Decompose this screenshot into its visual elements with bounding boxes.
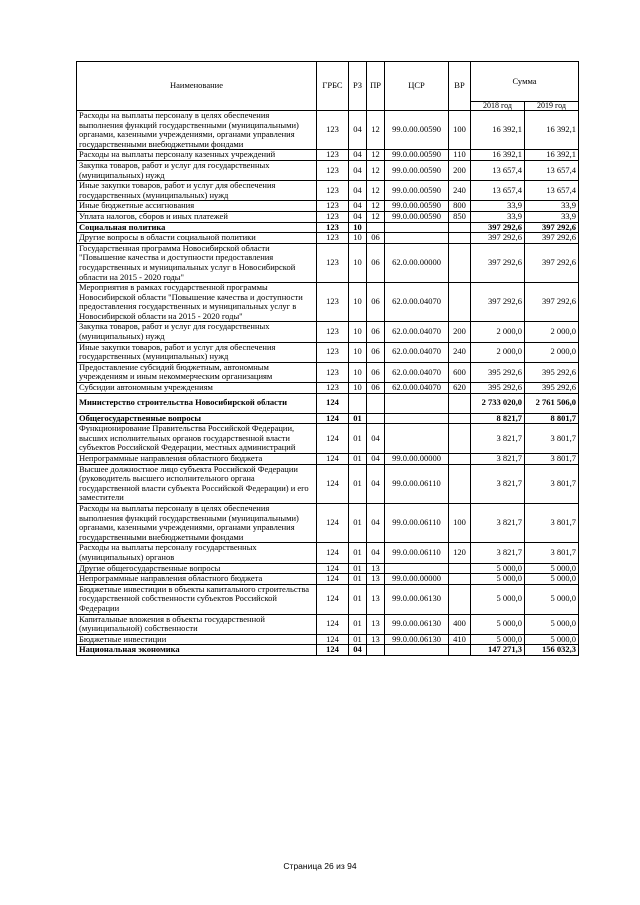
table-row [77, 503, 579, 542]
row-sum-2018: 5 000,0 [471, 584, 525, 614]
table-row [77, 111, 579, 150]
row-sum-2019: 3 801,7 [525, 543, 579, 563]
row-vr: 240 [449, 342, 471, 362]
row-grbs: 124 [317, 645, 349, 656]
row-name: Непрограммные направления областного бюджета [77, 574, 317, 585]
row-csr [385, 393, 449, 413]
row-csr: 99.0.00.00590 [385, 181, 449, 201]
row-sum-2018: 33,9 [471, 201, 525, 212]
row-rz: 01 [349, 634, 367, 645]
row-sum-2019: 16 392,1 [525, 150, 579, 161]
table-row [77, 233, 579, 244]
row-grbs: 124 [317, 464, 349, 503]
row-rz: 01 [349, 614, 367, 634]
row-name: Функционирование Правительства Российской Федерации, высших исполнительных органов государственной власти субъектов Российской Федерации, местных администраций [77, 424, 317, 454]
row-sum-2019: 397 292,6 [525, 222, 579, 233]
row-name: Иные закупки товаров, работ и услуг для обеспечения государственных (муниципальных) нужд [77, 181, 317, 201]
row-vr: 850 [449, 211, 471, 222]
row-sum-2019: 2 000,0 [525, 342, 579, 362]
row-pr: 04 [367, 464, 385, 503]
row-pr: 13 [367, 574, 385, 585]
row-pr: 13 [367, 634, 385, 645]
row-vr [449, 563, 471, 574]
row-name: Предоставление субсидий бюджетным, автономным учреждениям и иным некоммерческим организациям [77, 362, 317, 382]
row-sum-2018: 397 292,6 [471, 233, 525, 244]
table-row [77, 150, 579, 161]
row-grbs: 123 [317, 283, 349, 322]
row-grbs: 124 [317, 584, 349, 614]
row-grbs: 123 [317, 233, 349, 244]
table-row [77, 283, 579, 322]
row-sum-2018: 3 821,7 [471, 503, 525, 542]
table-row [77, 614, 579, 634]
row-grbs: 124 [317, 503, 349, 542]
row-rz: 04 [349, 181, 367, 201]
row-vr: 240 [449, 181, 471, 201]
header-sum: Сумма [471, 62, 579, 102]
row-sum-2018: 2 000,0 [471, 342, 525, 362]
row-csr: 99.0.00.06110 [385, 464, 449, 503]
row-sum-2018: 397 292,6 [471, 222, 525, 233]
row-name: Высшее должностное лицо субъекта Российской Федерации (руководитель высшего исполнительного органа государственной власти субъекта Российской Федерации) и его заместители [77, 464, 317, 503]
row-sum-2018: 5 000,0 [471, 634, 525, 645]
row-sum-2019: 13 657,4 [525, 160, 579, 180]
row-rz: 10 [349, 322, 367, 342]
row-name: Общегосударственные вопросы [77, 413, 317, 424]
row-vr: 200 [449, 160, 471, 180]
row-rz: 01 [349, 464, 367, 503]
header-year-2018: 2018 год [471, 102, 525, 111]
row-csr: 99.0.00.00590 [385, 160, 449, 180]
row-vr: 110 [449, 150, 471, 161]
row-sum-2019: 5 000,0 [525, 574, 579, 585]
row-grbs: 123 [317, 211, 349, 222]
row-sum-2018: 5 000,0 [471, 574, 525, 585]
row-sum-2019: 33,9 [525, 201, 579, 212]
table-row [77, 634, 579, 645]
row-pr [367, 393, 385, 413]
row-sum-2019: 8 801,7 [525, 413, 579, 424]
row-csr: 62.0.00.00000 [385, 243, 449, 282]
row-pr [367, 645, 385, 656]
row-csr: 62.0.00.04070 [385, 322, 449, 342]
row-csr: 99.0.00.06130 [385, 614, 449, 634]
row-name: Капитальные вложения в объекты государственной (муниципальной) собственности [77, 614, 317, 634]
row-grbs: 123 [317, 383, 349, 394]
row-name: Непрограммные направления областного бюджета [77, 454, 317, 465]
row-grbs: 124 [317, 563, 349, 574]
row-sum-2018: 3 821,7 [471, 454, 525, 465]
row-vr: 200 [449, 322, 471, 342]
row-vr [449, 645, 471, 656]
row-pr: 04 [367, 543, 385, 563]
row-name: Иные закупки товаров, работ и услуг для обеспечения государственных (муниципальных) нужд [77, 342, 317, 362]
row-vr: 100 [449, 503, 471, 542]
row-sum-2019: 395 292,6 [525, 383, 579, 394]
row-csr: 99.0.00.06110 [385, 503, 449, 542]
row-rz: 01 [349, 454, 367, 465]
table-row [77, 413, 579, 424]
row-sum-2019: 397 292,6 [525, 283, 579, 322]
row-rz: 04 [349, 211, 367, 222]
table-row [77, 543, 579, 563]
row-csr: 99.0.00.00000 [385, 574, 449, 585]
row-rz: 01 [349, 424, 367, 454]
table-row [77, 243, 579, 282]
row-csr [385, 233, 449, 244]
row-csr: 99.0.00.06130 [385, 584, 449, 614]
row-name: Другие общегосударственные вопросы [77, 563, 317, 574]
row-pr: 13 [367, 614, 385, 634]
row-csr: 99.0.00.06130 [385, 634, 449, 645]
row-vr: 620 [449, 383, 471, 394]
row-grbs: 123 [317, 322, 349, 342]
row-pr: 04 [367, 503, 385, 542]
row-pr: 12 [367, 150, 385, 161]
row-rz: 10 [349, 222, 367, 233]
row-sum-2019: 2 761 506,0 [525, 393, 579, 413]
row-vr [449, 424, 471, 454]
row-sum-2018: 397 292,6 [471, 283, 525, 322]
row-sum-2018: 2 733 020,0 [471, 393, 525, 413]
row-name: Закупка товаров, работ и услуг для государственных (муниципальных) нужд [77, 322, 317, 342]
row-pr [367, 222, 385, 233]
row-sum-2019: 3 801,7 [525, 454, 579, 465]
row-rz: 01 [349, 543, 367, 563]
row-csr [385, 424, 449, 454]
row-name: Министерство строительства Новосибирской области [77, 393, 317, 413]
row-sum-2019: 156 032,3 [525, 645, 579, 656]
row-sum-2018: 2 000,0 [471, 322, 525, 342]
row-grbs: 123 [317, 160, 349, 180]
header-grbs: ГРБС [317, 62, 349, 111]
row-pr: 06 [367, 233, 385, 244]
row-rz: 10 [349, 362, 367, 382]
row-name: Уплата налогов, сборов и иных платежей [77, 211, 317, 222]
row-rz: 10 [349, 283, 367, 322]
row-rz: 04 [349, 645, 367, 656]
table-row [77, 362, 579, 382]
table-row [77, 222, 579, 233]
table-row [77, 393, 579, 413]
row-sum-2019: 2 000,0 [525, 322, 579, 342]
row-sum-2018: 5 000,0 [471, 614, 525, 634]
header-vr: ВР [449, 62, 471, 111]
row-grbs: 124 [317, 574, 349, 585]
row-vr [449, 393, 471, 413]
row-vr [449, 413, 471, 424]
row-rz: 01 [349, 503, 367, 542]
row-name: Другие вопросы в области социальной политики [77, 233, 317, 244]
table-row [77, 383, 579, 394]
row-vr [449, 233, 471, 244]
row-csr: 62.0.00.04070 [385, 362, 449, 382]
table-row [77, 181, 579, 201]
row-grbs: 123 [317, 150, 349, 161]
row-name: Расходы на выплаты персоналу в целях обеспечения выполнения функций государственными (муниципальными) органами, казенными учреждениями, органами управления государственными внебюджетными фондами [77, 503, 317, 542]
row-pr: 06 [367, 342, 385, 362]
row-sum-2019: 13 657,4 [525, 181, 579, 201]
row-vr [449, 574, 471, 585]
header-csr: ЦСР [385, 62, 449, 111]
row-rz: 04 [349, 201, 367, 212]
row-sum-2019: 3 801,7 [525, 503, 579, 542]
row-sum-2019: 5 000,0 [525, 563, 579, 574]
row-rz: 04 [349, 111, 367, 150]
row-csr: 99.0.00.00590 [385, 201, 449, 212]
row-vr: 400 [449, 614, 471, 634]
row-pr: 12 [367, 211, 385, 222]
row-rz: 01 [349, 563, 367, 574]
row-vr [449, 584, 471, 614]
row-grbs: 124 [317, 454, 349, 465]
row-rz: 01 [349, 413, 367, 424]
row-vr [449, 283, 471, 322]
row-pr [367, 413, 385, 424]
table-row [77, 160, 579, 180]
row-rz: 10 [349, 233, 367, 244]
row-sum-2019: 16 392,1 [525, 111, 579, 150]
table-row [77, 342, 579, 362]
row-vr: 100 [449, 111, 471, 150]
row-sum-2019: 395 292,6 [525, 362, 579, 382]
row-sum-2018: 3 821,7 [471, 543, 525, 563]
table-body [77, 111, 579, 656]
row-name: Расходы на выплаты персоналу в целях обеспечения выполнения функций государственными (муниципальными) органами, казенными учреждениями, органами управления государственными внебюджетными фондами [77, 111, 317, 150]
row-sum-2019: 397 292,6 [525, 243, 579, 282]
row-pr: 12 [367, 201, 385, 212]
header-name: Наименование [77, 62, 317, 111]
table-row [77, 584, 579, 614]
row-sum-2018: 395 292,6 [471, 383, 525, 394]
row-name: Бюджетные инвестиции в объекты капитального строительства государственной собственности субъектов Российской Федерации [77, 584, 317, 614]
row-rz: 10 [349, 342, 367, 362]
row-pr: 06 [367, 383, 385, 394]
row-vr [449, 454, 471, 465]
row-grbs: 123 [317, 181, 349, 201]
row-rz: 01 [349, 584, 367, 614]
row-csr: 99.0.00.00590 [385, 211, 449, 222]
row-sum-2018: 147 271,3 [471, 645, 525, 656]
row-vr: 410 [449, 634, 471, 645]
row-rz: 10 [349, 383, 367, 394]
row-vr: 120 [449, 543, 471, 563]
row-vr: 600 [449, 362, 471, 382]
row-pr: 13 [367, 563, 385, 574]
row-grbs: 123 [317, 222, 349, 233]
row-sum-2018: 8 821,7 [471, 413, 525, 424]
row-pr: 12 [367, 160, 385, 180]
row-sum-2019: 3 801,7 [525, 424, 579, 454]
row-name: Государственная программа Новосибирской области "Повышение качества и доступности предоставления государственных и муниципальных услуг в Новосибирской области на 2015 - 2020 годы" [77, 243, 317, 282]
row-name: Бюджетные инвестиции [77, 634, 317, 645]
table-row [77, 322, 579, 342]
row-csr [385, 413, 449, 424]
table-row [77, 563, 579, 574]
row-grbs: 123 [317, 243, 349, 282]
row-pr: 06 [367, 243, 385, 282]
row-csr: 99.0.00.00590 [385, 150, 449, 161]
header-rz: РЗ [349, 62, 367, 111]
row-grbs: 124 [317, 614, 349, 634]
row-name: Расходы на выплаты персоналу государственных (муниципальных) органов [77, 543, 317, 563]
row-grbs: 124 [317, 393, 349, 413]
row-grbs: 123 [317, 342, 349, 362]
row-name: Расходы на выплаты персоналу казенных учреждений [77, 150, 317, 161]
row-csr: 62.0.00.04070 [385, 283, 449, 322]
row-pr: 13 [367, 584, 385, 614]
page-footer: Страница 26 из 94 [283, 861, 357, 871]
table-row [77, 424, 579, 454]
row-sum-2019: 33,9 [525, 211, 579, 222]
row-sum-2019: 397 292,6 [525, 233, 579, 244]
row-csr [385, 563, 449, 574]
row-pr: 06 [367, 283, 385, 322]
row-vr [449, 464, 471, 503]
row-sum-2018: 3 821,7 [471, 424, 525, 454]
row-pr: 12 [367, 111, 385, 150]
table-row [77, 201, 579, 212]
row-rz [349, 393, 367, 413]
row-rz: 04 [349, 160, 367, 180]
row-vr [449, 243, 471, 282]
row-rz: 01 [349, 574, 367, 585]
row-sum-2019: 3 801,7 [525, 464, 579, 503]
row-name: Субсидии автономным учреждениям [77, 383, 317, 394]
table-row [77, 645, 579, 656]
row-sum-2018: 13 657,4 [471, 160, 525, 180]
row-grbs: 123 [317, 111, 349, 150]
row-sum-2018: 16 392,1 [471, 150, 525, 161]
table-row [77, 454, 579, 465]
row-name: Социальная политика [77, 222, 317, 233]
row-sum-2018: 395 292,6 [471, 362, 525, 382]
row-name: Национальная экономика [77, 645, 317, 656]
row-grbs: 124 [317, 424, 349, 454]
row-csr [385, 645, 449, 656]
row-csr: 99.0.00.00000 [385, 454, 449, 465]
row-pr: 12 [367, 181, 385, 201]
header-year-2019: 2019 год [525, 102, 579, 111]
row-pr: 04 [367, 454, 385, 465]
row-grbs: 124 [317, 543, 349, 563]
row-grbs: 123 [317, 362, 349, 382]
table-row [77, 464, 579, 503]
row-sum-2018: 397 292,6 [471, 243, 525, 282]
row-name: Иные бюджетные ассигнования [77, 201, 317, 212]
row-name: Мероприятия в рамках государственной программы Новосибирской области "Повышение качества и доступности предоставления государственных и муниципальных услуг в Новосибирской области на 2015 - 2020 годы" [77, 283, 317, 322]
budget-table [76, 61, 579, 656]
row-sum-2018: 13 657,4 [471, 181, 525, 201]
row-csr [385, 222, 449, 233]
row-csr: 62.0.00.04070 [385, 342, 449, 362]
row-csr: 62.0.00.04070 [385, 383, 449, 394]
row-name: Закупка товаров, работ и услуг для государственных (муниципальных) нужд [77, 160, 317, 180]
row-grbs: 123 [317, 201, 349, 212]
row-sum-2018: 33,9 [471, 211, 525, 222]
row-csr: 99.0.00.06110 [385, 543, 449, 563]
header-row [77, 62, 579, 102]
table-row [77, 211, 579, 222]
row-csr: 99.0.00.00590 [385, 111, 449, 150]
table-row [77, 574, 579, 585]
header-pr: ПР [367, 62, 385, 111]
row-sum-2018: 3 821,7 [471, 464, 525, 503]
row-pr: 06 [367, 362, 385, 382]
row-grbs: 124 [317, 413, 349, 424]
row-pr: 04 [367, 424, 385, 454]
row-vr: 800 [449, 201, 471, 212]
row-sum-2019: 5 000,0 [525, 584, 579, 614]
row-sum-2019: 5 000,0 [525, 634, 579, 645]
budget-sheet [76, 61, 578, 656]
row-rz: 10 [349, 243, 367, 282]
row-sum-2019: 5 000,0 [525, 614, 579, 634]
row-grbs: 124 [317, 634, 349, 645]
row-vr [449, 222, 471, 233]
row-rz: 04 [349, 150, 367, 161]
row-pr: 06 [367, 322, 385, 342]
row-sum-2018: 16 392,1 [471, 111, 525, 150]
row-sum-2018: 5 000,0 [471, 563, 525, 574]
